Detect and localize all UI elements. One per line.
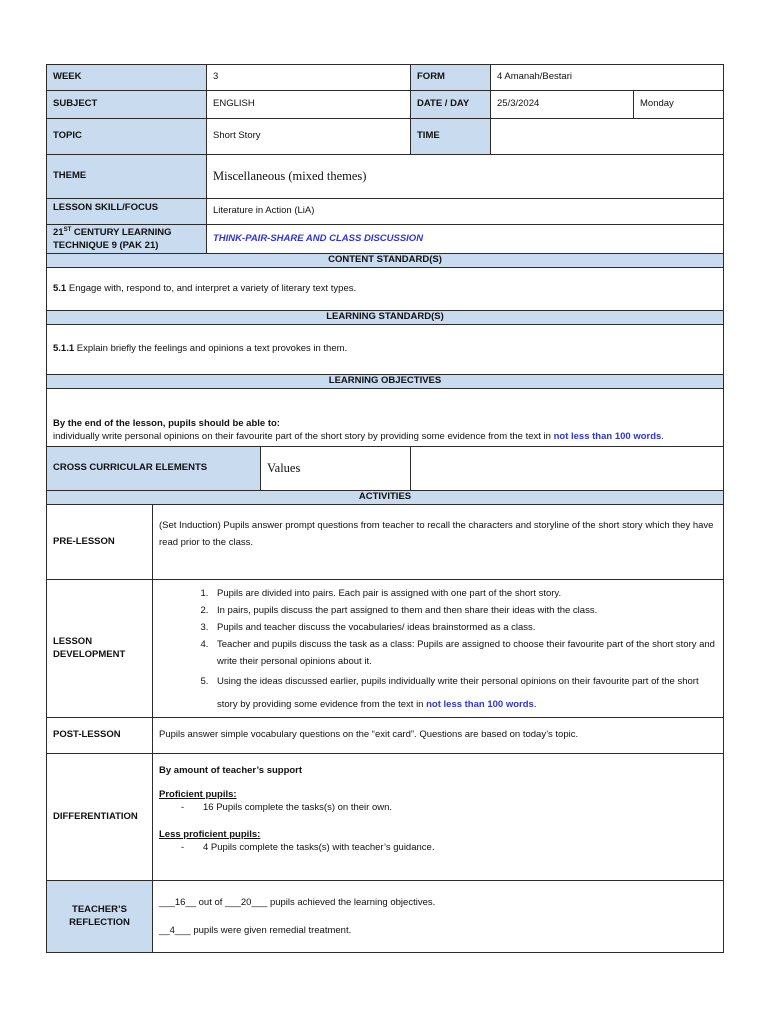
week-label: WEEK bbox=[47, 65, 207, 91]
cross-curricular-value: Values bbox=[261, 447, 410, 490]
differentiation-label: DIFFERENTIATION bbox=[47, 754, 153, 881]
learning-standard-heading: LEARNING STANDARD(S) bbox=[47, 311, 724, 325]
learning-objectives-text bbox=[47, 389, 724, 447]
less-proficient-item bbox=[159, 841, 717, 854]
objectives-highlight: not less than 100 words bbox=[553, 431, 662, 443]
post-lesson-label: POST-LESSON bbox=[47, 718, 153, 754]
day-value: Monday bbox=[634, 91, 724, 119]
form-value: 4 Amanah/Bestari bbox=[491, 65, 724, 91]
content-standard-desc: Engage with, respond to, and interpret a variety of literary text types. bbox=[66, 282, 357, 294]
learning-standard-code: 5.1.1 bbox=[53, 343, 75, 355]
proficient-item bbox=[159, 801, 717, 814]
reflection-line-1: ___16__ out of ___20___ pupils achieved the learning objectives. bbox=[159, 896, 436, 908]
technique-label bbox=[47, 225, 207, 254]
reflection-label: TEACHER’S REFLECTION bbox=[47, 881, 153, 953]
content-standard-code: 5.1 bbox=[53, 282, 67, 294]
cross-curricular-split bbox=[47, 447, 410, 490]
content-standard-heading: CONTENT STANDARD(S) bbox=[47, 254, 724, 268]
development-list bbox=[159, 585, 717, 716]
development-step: 3. Pupils and teacher discuss the vocabularies/ ideas brainstormed as a class. bbox=[211, 619, 717, 636]
theme-value: Miscellaneous (mixed themes) bbox=[207, 155, 724, 199]
lesson-plan-table bbox=[46, 64, 724, 953]
subject-label: SUBJECT bbox=[47, 91, 207, 119]
time-value bbox=[491, 119, 724, 155]
less-proficient-label: Less proficient pupils: bbox=[159, 829, 261, 840]
differentiation-content bbox=[153, 754, 724, 881]
development-step: 2. In pairs, pupils discuss the part assigned to them and then share their ideas with the class. bbox=[211, 602, 717, 619]
time-label: TIME bbox=[411, 119, 491, 155]
development-step: 4. Teacher and pupils discuss the task as a class: Pupils are assigned to choose their favourite part of the short story and write their personal opinions about it. bbox=[211, 636, 717, 670]
less-proficient-text: 4 Pupils complete the tasks(s) with teacher’s guidance. bbox=[203, 842, 435, 853]
technique-label-sup: ST bbox=[63, 226, 72, 233]
pre-lesson-text: (Set Induction) Pupils answer prompt questions from teacher to recall the characters and storyline of the short story which they have read prior to the class. bbox=[153, 505, 724, 580]
learning-standard-text bbox=[47, 325, 724, 375]
lesson-plan bbox=[46, 64, 723, 953]
proficient-dash: - bbox=[181, 802, 185, 813]
development-highlight: not less than 100 words bbox=[426, 699, 534, 710]
development-label: LESSON DEVELOPMENT bbox=[47, 580, 153, 718]
theme-label: THEME bbox=[47, 155, 207, 199]
learning-objectives-heading: LEARNING OBJECTIVES bbox=[47, 375, 724, 389]
objectives-end: . bbox=[661, 431, 664, 443]
skill-label: LESSON SKILL/FOCUS bbox=[47, 199, 207, 225]
proficient-text: 16 Pupils complete the tasks(s) on their own. bbox=[203, 802, 393, 813]
post-lesson-text: Pupils answer simple vocabulary questions on the “exit card”. Questions are based on today’s topic. bbox=[153, 718, 724, 754]
technique-label-number: 21 bbox=[53, 226, 64, 238]
differentiation-heading: By amount of teacher’s support bbox=[159, 765, 303, 776]
date-label: DATE / DAY bbox=[411, 91, 491, 119]
subject-value: ENGLISH bbox=[207, 91, 411, 119]
less-proficient-dash: - bbox=[181, 842, 185, 853]
cross-curricular-label: CROSS CURRICULAR ELEMENTS bbox=[47, 447, 261, 490]
reflection-content bbox=[153, 881, 724, 953]
development-end: . bbox=[533, 699, 537, 710]
content-standard-text bbox=[47, 268, 724, 311]
cross-curricular-empty bbox=[411, 447, 724, 491]
week-value: 3 bbox=[207, 65, 411, 91]
topic-value: Short Story bbox=[207, 119, 411, 155]
topic-label: TOPIC bbox=[47, 119, 207, 155]
cross-curricular-row bbox=[47, 447, 411, 491]
technique-label-text: CENTURY LEARNING TECHNIQUE 9 (PAK 21) bbox=[53, 226, 172, 251]
development-step: 1. Pupils are divided into pairs. Each pair is assigned with one part of the short story. bbox=[211, 585, 717, 602]
objectives-body: individually write personal opinions on their favourite part of the short story by providing some evidence from the text in bbox=[53, 431, 554, 443]
date-value: 25/3/2024 bbox=[491, 91, 634, 119]
form-label: FORM bbox=[411, 65, 491, 91]
development-steps bbox=[153, 580, 724, 718]
activities-heading: ACTIVITIES bbox=[47, 491, 724, 505]
skill-value: Literature in Action (LiA) bbox=[207, 199, 724, 225]
technique-value: THINK-PAIR-SHARE AND CLASS DISCUSSION bbox=[207, 225, 724, 254]
proficient-label: Proficient pupils: bbox=[159, 789, 237, 800]
learning-standard-desc: Explain briefly the feelings and opinions a text provokes in them. bbox=[74, 343, 348, 355]
development-step bbox=[211, 670, 717, 716]
reflection-line-2: __4___ pupils were given remedial treatment. bbox=[159, 924, 352, 936]
pre-lesson-label: PRE-LESSON bbox=[47, 505, 153, 580]
objectives-intro: By the end of the lesson, pupils should be able to: bbox=[53, 418, 280, 430]
development-step-text: Using the ideas discussed earlier, pupils individually write their personal opinions on their favourite part of the short story by providing some evidence from the text in bbox=[217, 676, 699, 710]
